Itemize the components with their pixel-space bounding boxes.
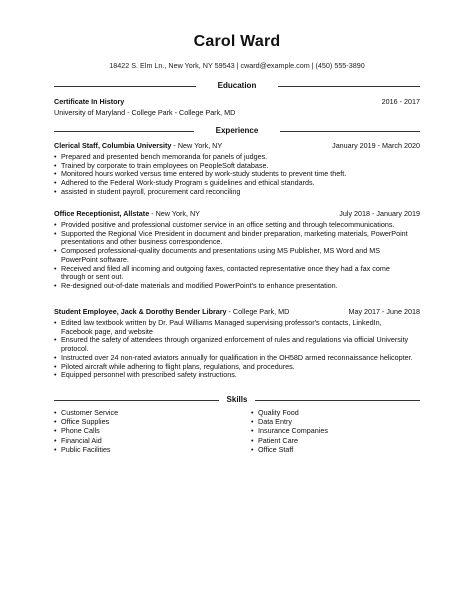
list-item bbox=[54, 445, 204, 454]
job-location: - College Park, MD bbox=[226, 307, 290, 316]
bullet-icon: • bbox=[54, 444, 57, 454]
bullet-text: Edited law textbook written by Dr. Paul Williams Managed supervising professor's contacts, LinkedIn, Facebook page, and website bbox=[61, 318, 382, 336]
section-title: Education bbox=[217, 81, 257, 90]
bullet-icon: • bbox=[251, 408, 254, 417]
skill-text: Patient Care bbox=[258, 435, 298, 445]
bullet-text: Equipped personnel with prescribed safety instructions. bbox=[61, 370, 237, 380]
list-item bbox=[54, 319, 414, 336]
skill-text: Customer Service bbox=[61, 408, 119, 417]
degree-title: Certificate In History bbox=[54, 97, 125, 106]
list-item bbox=[251, 408, 401, 417]
section-header-education bbox=[54, 81, 420, 91]
job-bullet-list bbox=[54, 153, 414, 197]
job-title: Clerical Staff, Columbia University bbox=[54, 141, 172, 150]
list-item bbox=[251, 436, 401, 445]
list-item bbox=[251, 426, 401, 435]
bullet-icon: • bbox=[54, 228, 57, 238]
bullet-text: Ensured the safety of attendees through organized enforcement of rules and regulations via official University protocol. bbox=[61, 335, 409, 354]
list-item bbox=[54, 230, 414, 247]
bullet-text: Composed professional-quality documents and presentations using MS Publisher, MS Word and MS PowerPoint software. bbox=[61, 246, 381, 264]
bullet-text: Provided positive and professional customer service in an office setting and through telecommunications. bbox=[61, 220, 395, 229]
list-item bbox=[251, 445, 401, 454]
bullet-icon: • bbox=[54, 370, 57, 380]
job-location: - New York, NY bbox=[171, 141, 223, 150]
school-name: University of Maryland - College Park - College Park, MD bbox=[54, 108, 236, 117]
divider-rule bbox=[280, 131, 420, 132]
list-item bbox=[251, 417, 401, 426]
list-item bbox=[54, 336, 414, 353]
job-title: Student Employee, Jack & Dorothy Bender Library bbox=[54, 307, 227, 316]
bullet-icon: • bbox=[251, 417, 254, 427]
bullet-text: Received and filed all incoming and outgoing faxes, contacted representative once they had a fax come through or sent out. bbox=[61, 263, 390, 282]
bullet-icon: • bbox=[54, 246, 57, 256]
job-dates: January 2019 - March 2020 bbox=[332, 141, 420, 150]
bullet-icon: • bbox=[54, 335, 57, 345]
bullet-text: Adhered to the Federal Work-study Program s guidelines and ethical standards. bbox=[61, 178, 315, 188]
section-header-experience bbox=[54, 126, 420, 136]
bullet-icon: • bbox=[54, 318, 57, 327]
bullet-icon: • bbox=[251, 426, 254, 436]
list-item bbox=[54, 265, 414, 282]
bullet-text: Piloted aircraft while adhering to flight plans, regulations, and procedures. bbox=[61, 361, 295, 371]
job-bullet-list bbox=[54, 221, 414, 291]
job-heading bbox=[54, 307, 289, 316]
job-heading bbox=[54, 209, 200, 218]
job-bullet-list bbox=[54, 319, 414, 380]
bullet-icon: • bbox=[54, 160, 57, 170]
skill-text: Public Facilities bbox=[61, 444, 111, 454]
contact-line: 18422 S. Elm Ln., New York, NY 59543 | cward@example.com | (450) 555-3890 bbox=[109, 61, 365, 70]
job-location: - New York, NY bbox=[149, 209, 200, 218]
skill-text: Insurance Companies bbox=[258, 426, 328, 436]
bullet-text: Prepared and presented bench memoranda for panels of judges. bbox=[61, 152, 268, 161]
section-title: Skills bbox=[226, 395, 248, 404]
list-item bbox=[54, 436, 204, 445]
bullet-icon: • bbox=[54, 280, 57, 290]
bullet-text: Re-designed out-of-date materials and modified PowerPoint's to enhance presentation. bbox=[61, 280, 338, 290]
bullet-icon: • bbox=[54, 186, 57, 196]
bullet-icon: • bbox=[251, 444, 254, 454]
skill-text: Phone Calls bbox=[61, 426, 100, 436]
education-dates: 2016 - 2017 bbox=[381, 97, 420, 106]
bullet-icon: • bbox=[251, 435, 254, 445]
bullet-icon: • bbox=[54, 361, 57, 371]
list-item bbox=[54, 188, 414, 197]
job-dates: May 2017 - June 2018 bbox=[348, 307, 420, 316]
bullet-icon: • bbox=[54, 417, 57, 427]
list-item bbox=[54, 426, 204, 435]
list-item bbox=[54, 282, 414, 291]
section-title: Experience bbox=[215, 126, 259, 135]
list-item bbox=[54, 371, 414, 380]
bullet-icon: • bbox=[54, 178, 57, 188]
bullet-icon: • bbox=[54, 435, 57, 445]
skill-text: Quality Food bbox=[258, 408, 299, 417]
skill-text: Financial Aid bbox=[61, 435, 102, 445]
bullet-text: Trained by corporate to train employees on PeopleSoft database. bbox=[61, 160, 269, 170]
divider-rule bbox=[278, 86, 420, 87]
list-item bbox=[54, 247, 414, 264]
skills-list-left bbox=[54, 408, 204, 454]
skill-text: Office Staff bbox=[258, 444, 294, 454]
list-item bbox=[54, 417, 204, 426]
bullet-icon: • bbox=[54, 169, 57, 179]
bullet-text: Monitored hours worked versus time entered by work-study students to prevent time theft. bbox=[61, 169, 347, 179]
bullet-icon: • bbox=[54, 220, 57, 229]
job-dates: July 2018 - January 2019 bbox=[339, 209, 420, 218]
divider-rule bbox=[255, 400, 420, 401]
bullet-text: Instructed over 24 non-rated aviators annually for qualification in the OH58D armed reconnaissance helicopter. bbox=[61, 352, 413, 362]
skill-text: Data Entry bbox=[258, 417, 292, 427]
skill-text: Office Supplies bbox=[61, 417, 110, 427]
bullet-icon: • bbox=[54, 352, 57, 362]
candidate-name: Carol Ward bbox=[193, 33, 281, 50]
skills-list-right bbox=[251, 408, 401, 454]
job-title: Office Receptionist, Allstate bbox=[54, 209, 150, 218]
bullet-icon: • bbox=[54, 263, 57, 273]
bullet-text: Supported the Regional Vice President in document and binder preparation, marketing materials, PowerPoint presentations and other business correspondence. bbox=[61, 228, 408, 247]
bullet-icon: • bbox=[54, 408, 57, 417]
bullet-text: assisted in student payroll, procurement card reconciling bbox=[61, 186, 241, 196]
job-heading bbox=[54, 141, 222, 150]
list-item bbox=[54, 408, 204, 417]
bullet-icon: • bbox=[54, 152, 57, 161]
section-header-skills bbox=[54, 395, 420, 405]
bullet-icon: • bbox=[54, 426, 57, 436]
